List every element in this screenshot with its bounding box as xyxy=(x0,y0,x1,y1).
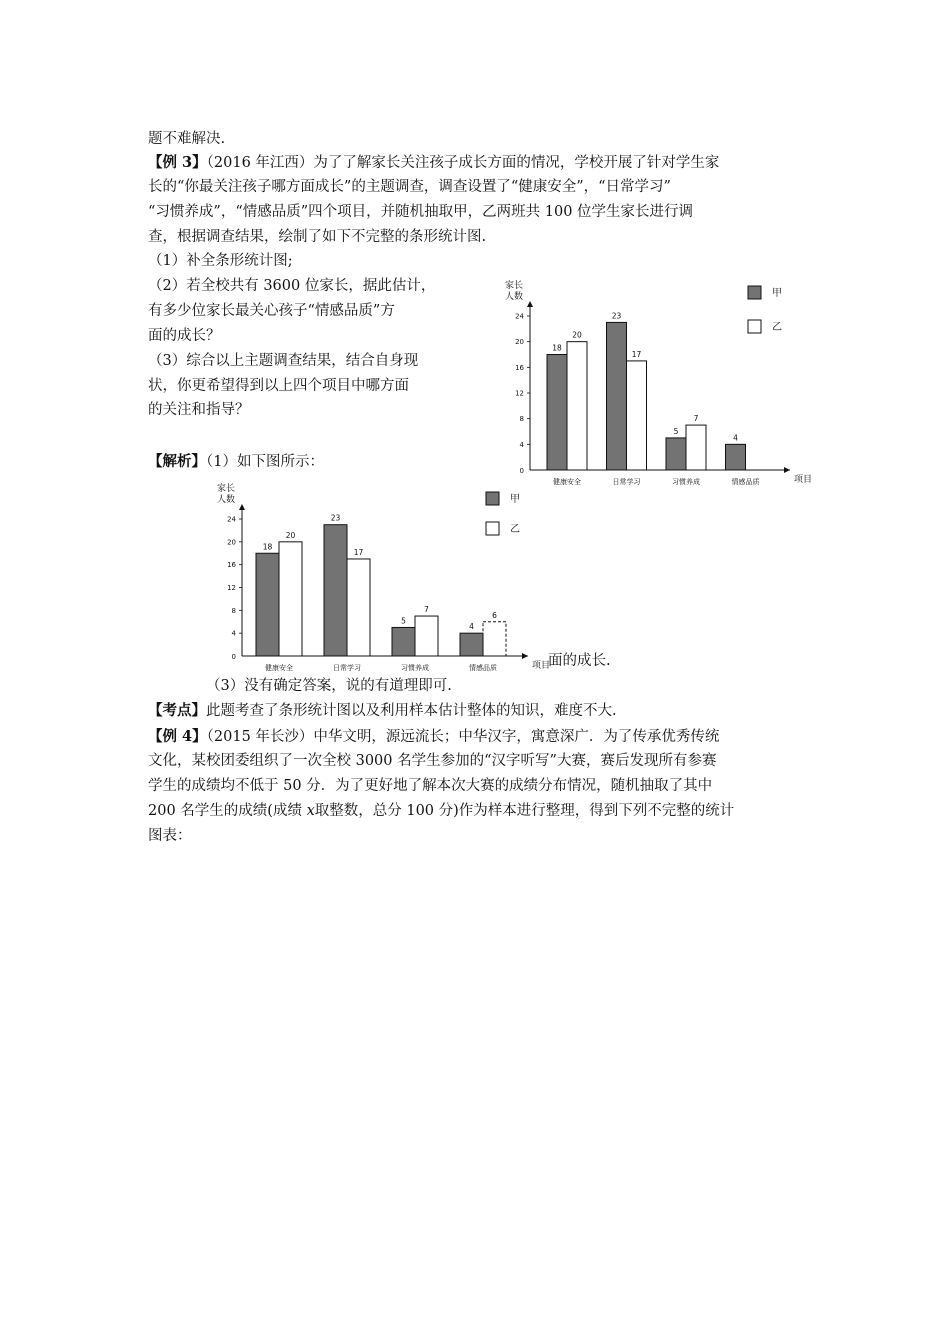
x-tick-label: 习惯养成 xyxy=(401,664,429,672)
question-3b: 状，你更希望得到以上四个项目中哪方面 xyxy=(148,378,409,394)
example-4-line-4 xyxy=(148,801,734,821)
bar xyxy=(279,542,302,656)
bar xyxy=(726,444,746,470)
legend-swatch xyxy=(486,522,499,535)
data-label: 6 xyxy=(492,610,497,620)
bar-completed-dashed xyxy=(483,622,506,656)
answer-line xyxy=(148,452,324,472)
y-tick-label: 12 xyxy=(515,389,524,398)
data-label: 20 xyxy=(572,330,582,340)
question-1: （1）补全条形统计图; xyxy=(148,253,293,269)
bar xyxy=(256,553,279,656)
text-span: （1）如下图所示： xyxy=(206,454,324,470)
y-tick-label: 12 xyxy=(227,584,236,592)
data-label: 4 xyxy=(469,622,474,632)
bar xyxy=(460,633,483,656)
example-4-line-3: 学生的成绩均不低于 50 分．为了更好地了解本次大赛的成绩分布情况，随机抽取了其中 xyxy=(148,778,713,794)
text-span: 200 名学生的成绩(成绩 xyxy=(148,803,307,819)
bar xyxy=(567,342,587,470)
question-2c: 面的成长？ xyxy=(148,328,221,344)
text-span: 取整数，总分 100 分)作为样本进行整理，得到下列不完整的统计 xyxy=(314,803,735,819)
x-axis-label: 项目 xyxy=(794,475,813,485)
example-4-line-5: 图表： xyxy=(148,828,192,844)
x-tick-label: 日常学习 xyxy=(333,664,361,672)
x-tick-label: 健康安全 xyxy=(265,664,293,672)
x-axis-arrow xyxy=(522,653,528,659)
y-axis-arrow xyxy=(527,301,533,307)
y-tick-label: 8 xyxy=(519,415,524,424)
y-tick-label: 16 xyxy=(227,561,236,570)
legend-swatch xyxy=(486,492,499,505)
y-axis-arrow xyxy=(239,504,245,510)
legend-label: 甲 xyxy=(772,288,782,299)
data-label: 23 xyxy=(330,513,341,523)
bar-chart-incomplete xyxy=(500,268,813,500)
legend-swatch xyxy=(748,286,761,299)
text-span: 此题考查了条形统计图以及利用样本估计整体的知识，难度不大. xyxy=(206,703,617,719)
data-label: 23 xyxy=(611,311,622,321)
data-label: 17 xyxy=(353,547,364,557)
y-axis-label: 人数 xyxy=(216,495,236,505)
legend-swatch xyxy=(748,320,761,333)
example-3-line-1 xyxy=(148,153,719,173)
text-span: （2016 年江西）为了了解家长关注孩子成长方面的情况，学校开展了针对学生家 xyxy=(206,155,720,171)
y-tick-label: 0 xyxy=(519,467,524,475)
x-tick-label: 日常学习 xyxy=(612,478,641,486)
answer-3: （3）没有确定答案，说的有道理即可. xyxy=(206,678,452,694)
data-label: 5 xyxy=(673,426,679,436)
y-tick-label: 20 xyxy=(515,338,524,347)
kaodian-tag: 【考点】 xyxy=(148,702,206,719)
bar xyxy=(627,361,647,470)
question-3c: 的关注和指导？ xyxy=(148,402,250,418)
example-4-line-1 xyxy=(148,727,719,747)
data-label: 20 xyxy=(285,530,296,540)
x-tick-label: 习惯养成 xyxy=(672,478,700,486)
example-3-tag: 【例 3】 xyxy=(148,154,207,171)
bar xyxy=(347,559,370,656)
example-3-line-4: 查，根据调查结果，绘制了如下不完整的条形统计图. xyxy=(148,229,487,245)
data-label: 17 xyxy=(631,349,642,359)
text-span: x xyxy=(306,803,315,819)
y-tick-label: 24 xyxy=(227,515,236,524)
data-label: 18 xyxy=(552,343,562,353)
y-tick-label: 4 xyxy=(231,629,236,638)
legend-label: 甲 xyxy=(510,494,520,505)
y-tick-label: 20 xyxy=(227,538,236,547)
y-tick-label: 24 xyxy=(515,312,524,321)
question-3a: （3）综合以上主题调查结果，结合自身现 xyxy=(148,353,419,369)
y-tick-label: 16 xyxy=(515,363,524,372)
y-axis-label: 人数 xyxy=(504,292,524,302)
x-tick-label: 情感品质 xyxy=(731,478,760,486)
bar-chart-completed xyxy=(198,478,551,678)
bar xyxy=(415,616,438,656)
y-axis-label: 家长 xyxy=(504,281,524,291)
example-3-line-2: 长的“你最关注孩子哪方面成长”的主题调查，调查设置了“健康安全”，“日常学习” xyxy=(148,179,671,195)
data-label: 18 xyxy=(262,542,273,552)
x-tick-label: 健康安全 xyxy=(553,478,581,486)
data-label: 4 xyxy=(733,433,738,443)
legend-label: 乙 xyxy=(772,322,782,333)
bar xyxy=(666,438,686,470)
data-label: 7 xyxy=(693,414,699,424)
example-3-line-3: “习惯养成”，“情感品质”四个项目，并随机抽取甲，乙两班共 100 位学生家长进行调 xyxy=(148,204,694,220)
y-axis-label: 家长 xyxy=(216,484,236,494)
bar xyxy=(324,525,347,656)
answer-tag: 【解析】 xyxy=(148,453,206,470)
bar xyxy=(547,355,567,471)
kaodian-line xyxy=(148,701,617,721)
question-2b: 有多少位家长最关心孩子“情感品质”方 xyxy=(148,303,395,319)
data-label: 5 xyxy=(401,616,406,626)
example-4-tag: 【例 4】 xyxy=(148,728,207,745)
legend-label: 乙 xyxy=(510,524,520,535)
y-tick-label: 4 xyxy=(519,440,524,449)
data-label: 7 xyxy=(424,605,429,615)
y-tick-label: 8 xyxy=(231,606,236,615)
bar xyxy=(686,425,706,470)
bar xyxy=(392,627,415,656)
text-line: 题不难解决. xyxy=(148,131,226,147)
y-tick-label: 0 xyxy=(231,653,236,661)
example-4-line-2: 文化，某校团委组织了一次全校 3000 名学生参加的“汉字听写”大赛，赛后发现所有参赛 xyxy=(148,753,717,769)
bar xyxy=(607,322,627,470)
text-span: （2015 年长沙）中华文明，源远流长；中华汉字，寓意深广．为了传承优秀传统 xyxy=(206,729,720,745)
answer-2-tail: 面的成长. xyxy=(548,653,611,669)
x-axis-label: 项目 xyxy=(532,661,551,671)
x-tick-label: 情感品质 xyxy=(469,664,497,672)
question-2a: （2）若全校共有 3600 位家长，据此估计， xyxy=(148,278,436,294)
x-axis-arrow xyxy=(784,467,790,473)
